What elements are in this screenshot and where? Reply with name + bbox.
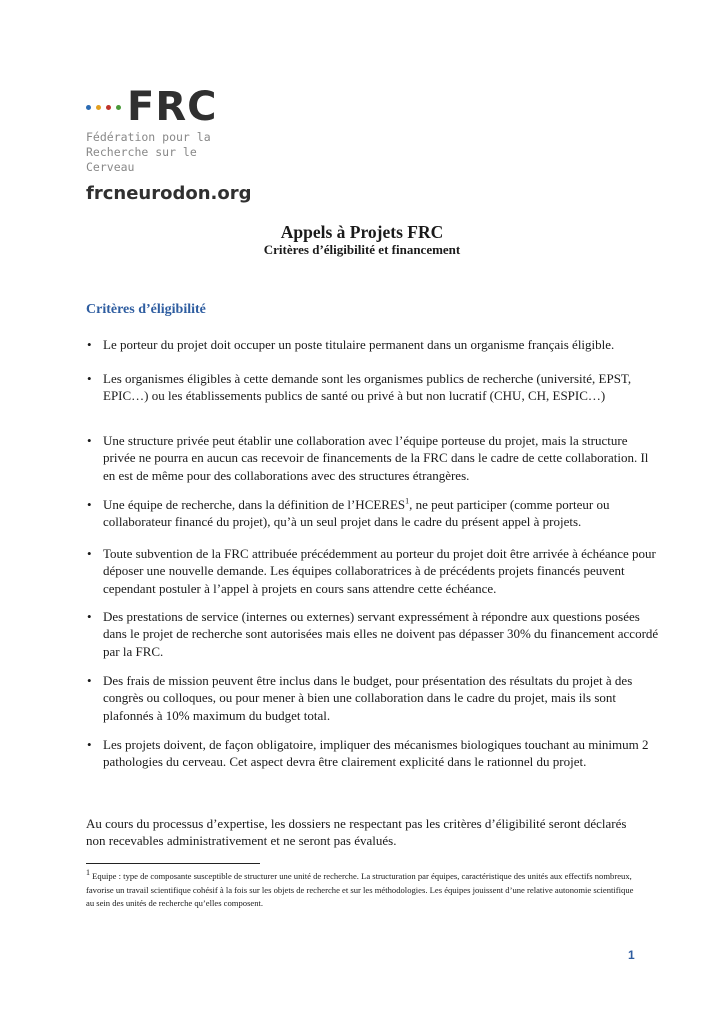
logo-dot-green: [116, 105, 121, 110]
criterion-item: [86, 432, 659, 484]
criterion-item: [86, 736, 659, 771]
footnote: [86, 870, 642, 911]
bullet-icon: •: [87, 337, 92, 352]
criterion-text: Toute subvention de la FRC attribuée précédemment au porteur du projet doit être arrivée à échéance pour déposer une nouvelle demande. Les équipes collaboratrices à de précédents projets financés peuvent cependant postuler à l’appel à projets en cours sans attendre cette échéance.: [103, 546, 656, 596]
criterion-text-before: Une équipe de recherche, dans la définition de l’HCERES: [103, 497, 406, 512]
document-title: Appels à Projets FRC: [280, 222, 444, 242]
page-number: 1: [628, 948, 635, 962]
criterion-text: Des prestations de service (internes ou externes) servant expressément à répondre aux questions posées dans le projet de recherche sont autorisées mais elles ne doivent pas dépasser 30% du financement accordé par la FRC.: [103, 609, 659, 659]
bullet-icon: •: [87, 433, 92, 448]
bullet-icon: •: [87, 737, 92, 752]
bullet-icon: •: [87, 546, 92, 561]
footnote-divider: [86, 863, 260, 864]
criterion-item: [86, 370, 659, 405]
criterion-text: Une structure privée peut établir une collaboration avec l’équipe porteuse du projet, mais la structure privée ne pourra en aucun cas recevoir de financements de la FRC dans le cadre de cette collaboration. Il en est de même pour des collaborations avec des structures étrangères.: [103, 433, 649, 483]
conclusion-paragraph: Au cours du processus d’expertise, les dossiers ne respectant pas les critères d’éligibilité seront déclarés non recevables administrativement et ne seront pas évalués.: [86, 816, 627, 849]
criterion-item: [86, 672, 659, 724]
logo-dot-blue: [86, 105, 91, 110]
criterion-text: Des frais de mission peuvent être inclus dans le budget, pour présentation des résultats du projet à des congrès ou colloques, ou pour mener à bien une collaboration dans le cadre du projet, mais ils sont plafonnés à 10% maximum du budget total.: [103, 673, 633, 723]
logo-dot-red: [106, 105, 111, 110]
logo-name: FRC: [127, 84, 218, 130]
logo-dot-orange: [96, 105, 101, 110]
frc-logo: [86, 84, 252, 205]
logo-subtitle-line2: Recherche sur le Cerveau: [86, 145, 197, 174]
logo-subtitle-line1: Fédération pour la: [86, 130, 211, 144]
footnote-ref: 1: [405, 496, 410, 506]
criterion-text: Les projets doivent, de façon obligatoire, impliquer des mécanismes biologiques touchant au minimum 2 pathologies du cerveau. Cet aspect devra être clairement explicité dans le rationnel du projet.: [103, 737, 649, 770]
bullet-icon: •: [87, 371, 92, 386]
criterion-item: [86, 496, 659, 531]
section-heading: Critères d’éligibilité: [86, 302, 206, 317]
criterion-item: [86, 608, 659, 660]
criterion-text: Les organismes éligibles à cette demande sont les organismes publics de recherche (université, EPST, EPIC…) ou les établissements publics de santé ou privé à but non lucratif (CHU, CH, ESPIC…): [103, 371, 632, 404]
footnote-text: Equipe : type de composante susceptible de structurer une unité de recherche. La structuration par équipes, caractéristique des unités aux effectifs nombreux, favorise un travail scientifique cohésif à la fois sur les objets de recherche et sur les méthodologies. Les équipes jouissent d’une relative autonomie scientifique au sein des unités de recherche qu’elles composent.: [86, 871, 634, 908]
document-subtitle: Critères d’éligibilité et financement: [263, 242, 461, 257]
bullet-icon: •: [87, 609, 92, 624]
criterion-text: Le porteur du projet doit occuper un poste titulaire permanent dans un organisme français éligible.: [103, 337, 615, 352]
footnote-number: 1: [86, 868, 90, 878]
bullet-icon: •: [87, 673, 92, 688]
logo-website: frcneurodon.org: [86, 183, 252, 204]
bullet-icon: •: [87, 497, 92, 512]
criterion-text-after: , ne peut participer (comme porteur ou collaborateur financé du projet), qu’à un seul projet dans le cadre du présent appel à projets.: [103, 497, 610, 530]
criterion-item: [86, 545, 659, 597]
criterion-item: [86, 336, 659, 353]
logo-dots-icon: [86, 105, 121, 110]
